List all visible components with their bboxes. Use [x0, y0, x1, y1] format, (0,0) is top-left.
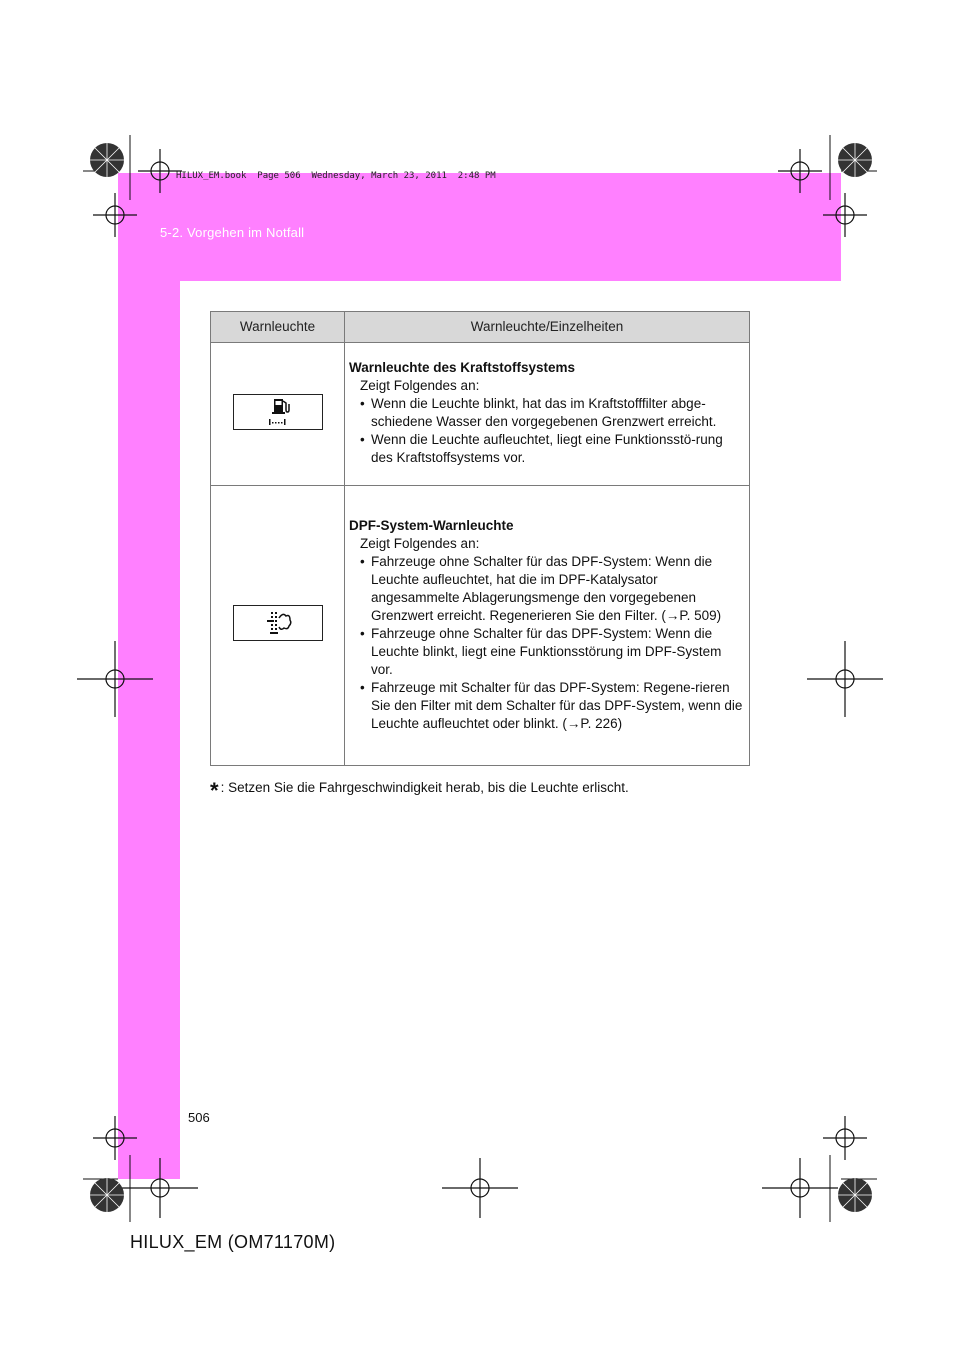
dpf-system-warning-icon [233, 605, 323, 641]
row-intro: Zeigt Folgendes an: [360, 378, 480, 393]
details-cell [345, 486, 750, 766]
details-cell [345, 343, 750, 486]
bullet-list [349, 553, 745, 733]
footnote-marker: * [210, 778, 219, 803]
list-item: • Wenn die Leuchte blinkt, hat das im Kraftstofffilter abge-schiedene Wasser den vorgegebenen Grenzwert erreicht. [360, 395, 745, 431]
row-title: DPF-System-Warnleuchte [349, 517, 514, 533]
bullet-list [349, 395, 745, 467]
row-intro: Zeigt Folgendes an: [360, 535, 480, 551]
warning-light-table [210, 311, 750, 766]
footnote-text: : Setzen Sie die Fahrgeschwindigkeit herab, bis die Leuchte erlischt. [220, 780, 629, 795]
print-info: HILUX_EM.book Page 506 Wednesday, March 23, 2011 2:48 PM [176, 171, 496, 181]
table-row [211, 343, 750, 486]
column-header: Warnleuchte [211, 312, 345, 343]
list-item: • Wenn die Leuchte aufleuchtet, liegt eine Funktionsstö-rung des Kraftstoffsystems vor. [360, 431, 745, 467]
side-strip [118, 281, 180, 1179]
fuel-system-warning-icon [233, 394, 323, 430]
list-item: • Fahrzeuge ohne Schalter für das DPF-System: Wenn die Leuchte blinkt, liegt eine Funktionsstörung im DPF-System vor. [360, 625, 745, 679]
icon-cell [211, 343, 345, 486]
column-header: Warnleuchte/Einzelheiten [345, 312, 750, 343]
page-number: 506 [188, 1110, 210, 1125]
list-item: • Fahrzeuge mit Schalter für das DPF-System: Regene-rieren Sie den Filter mit dem Schalter für das DPF-System, wenn die Leuchte aufleuchtet oder blinkt. (→P. 226) [360, 679, 745, 733]
footnote [210, 778, 629, 804]
row-title: Warnleuchte des Kraftstoffsystems [349, 360, 576, 375]
manual-code: HILUX_EM (OM71170M) [130, 1232, 336, 1252]
table-row [211, 486, 750, 766]
icon-cell [211, 486, 345, 766]
section-title: 5-2. Vorgehen im Notfall [160, 225, 305, 240]
table-header-row [211, 312, 750, 343]
list-item: • Fahrzeuge ohne Schalter für das DPF-System: Wenn die Leuchte aufleuchtet, hat die im DPF-Katalysator angesammelte Ablagerungsmenge den vorgegebenen Grenzwert erreicht. Regenerieren Sie den Filter. (→P. 509) [360, 553, 745, 625]
